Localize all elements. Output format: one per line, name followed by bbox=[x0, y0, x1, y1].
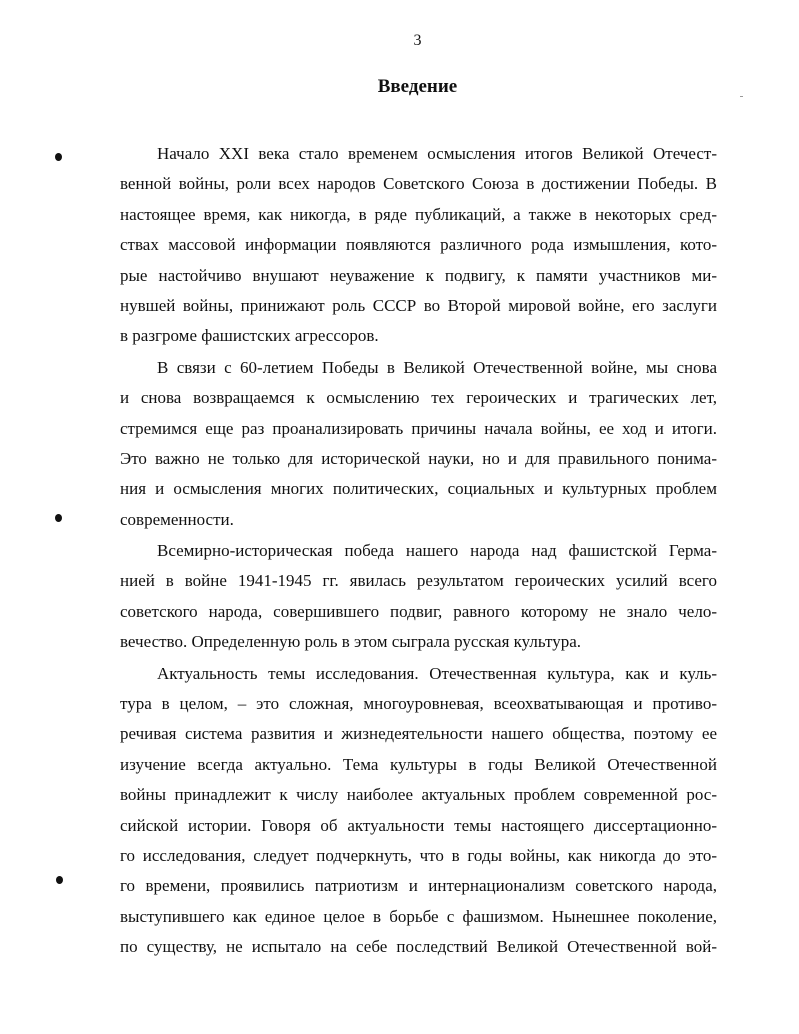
text-line: сийской истории. Говоря об актуальности темы настоящего диссертационно- bbox=[120, 815, 717, 835]
binding-hole-mark bbox=[55, 514, 62, 522]
page-number: 3 bbox=[413, 32, 422, 49]
text-line: выступившего как единое целое в борьбе с фашизмом. Нынешнее поколение, bbox=[120, 906, 717, 926]
text-line: стремимся еще раз проанализировать причины начала войны, ее ход и итоги. bbox=[120, 418, 717, 438]
text-line: венной войны, роли всех народов Советского Союза в достижении Победы. В bbox=[120, 174, 717, 194]
binding-hole-mark bbox=[55, 153, 62, 161]
text-line: В связи с 60-летием Победы в Великой Отечественной войне, мы снова bbox=[157, 357, 717, 377]
text-line: Начало XXI века стало временем осмысления итогов Великой Отечест- bbox=[157, 144, 717, 163]
text-line: рые настойчиво внушают неуважение к подвигу, к памяти участников ми- bbox=[120, 265, 717, 285]
page-title: Введение bbox=[377, 76, 458, 97]
text-line: ния и осмысления многих политических, социальных и культурных проблем bbox=[120, 479, 717, 499]
text-line: изучение всегда актуально. Тема культуры в годы Великой Отечественной bbox=[120, 754, 717, 774]
text-line: речивая система развития и жизнедеятельности нашего общества, поэтому ее bbox=[120, 724, 717, 744]
text-line: го времени, проявились патриотизм и интернационализм советского народа, bbox=[120, 876, 717, 896]
text-line: Это важно не только для исторической науки, но и для правильного понима- bbox=[120, 448, 717, 468]
text-line: нувшей войны, принижают роль СССР во Второй мировой войне, его заслуги bbox=[120, 295, 717, 315]
paragraph bbox=[120, 659, 717, 963]
text-line: в разгроме фашистских агрессоров. bbox=[120, 326, 379, 346]
text-line: советского народа, совершившего подвиг, равного которому не знало чело- bbox=[120, 601, 717, 621]
text-line: современности. bbox=[120, 509, 234, 529]
paragraph bbox=[120, 139, 717, 352]
body-text bbox=[120, 139, 717, 963]
text-line: ствах массовой информации появляются различного рода измышления, кото- bbox=[120, 235, 717, 255]
text-line: нией в войне 1941-1945 гг. явилась результатом героических усилий всего bbox=[120, 571, 717, 591]
text-line: Актуальность темы исследования. Отечественная культура, как и куль- bbox=[157, 663, 717, 683]
text-line: по существу, не испытало на себе последствий Великой Отечественной вой- bbox=[120, 937, 717, 957]
text-line: Всемирно-историческая победа нашего народа над фашистской Герма- bbox=[157, 541, 717, 561]
text-line: вечество. Определенную роль в этом сыграла русская культура. bbox=[120, 632, 582, 652]
text-line: го исследования, следует подчеркнуть, что в годы войны, как никогда до это- bbox=[120, 845, 717, 865]
text-line: тура в целом, – это сложная, многоуровневая, всеохватывающая и противо- bbox=[120, 694, 717, 714]
paragraph bbox=[120, 536, 717, 658]
paragraph bbox=[120, 353, 717, 535]
binding-hole-mark bbox=[56, 876, 63, 884]
text-line: и снова возвращаемся к осмыслению тех героических и трагических лет, bbox=[120, 388, 717, 408]
text-line: войны принадлежит к числу наиболее актуальных проблем современной рос- bbox=[120, 785, 717, 805]
text-line: настоящее время, как никогда, в ряде публикаций, а также в некоторых сред- bbox=[120, 204, 717, 224]
